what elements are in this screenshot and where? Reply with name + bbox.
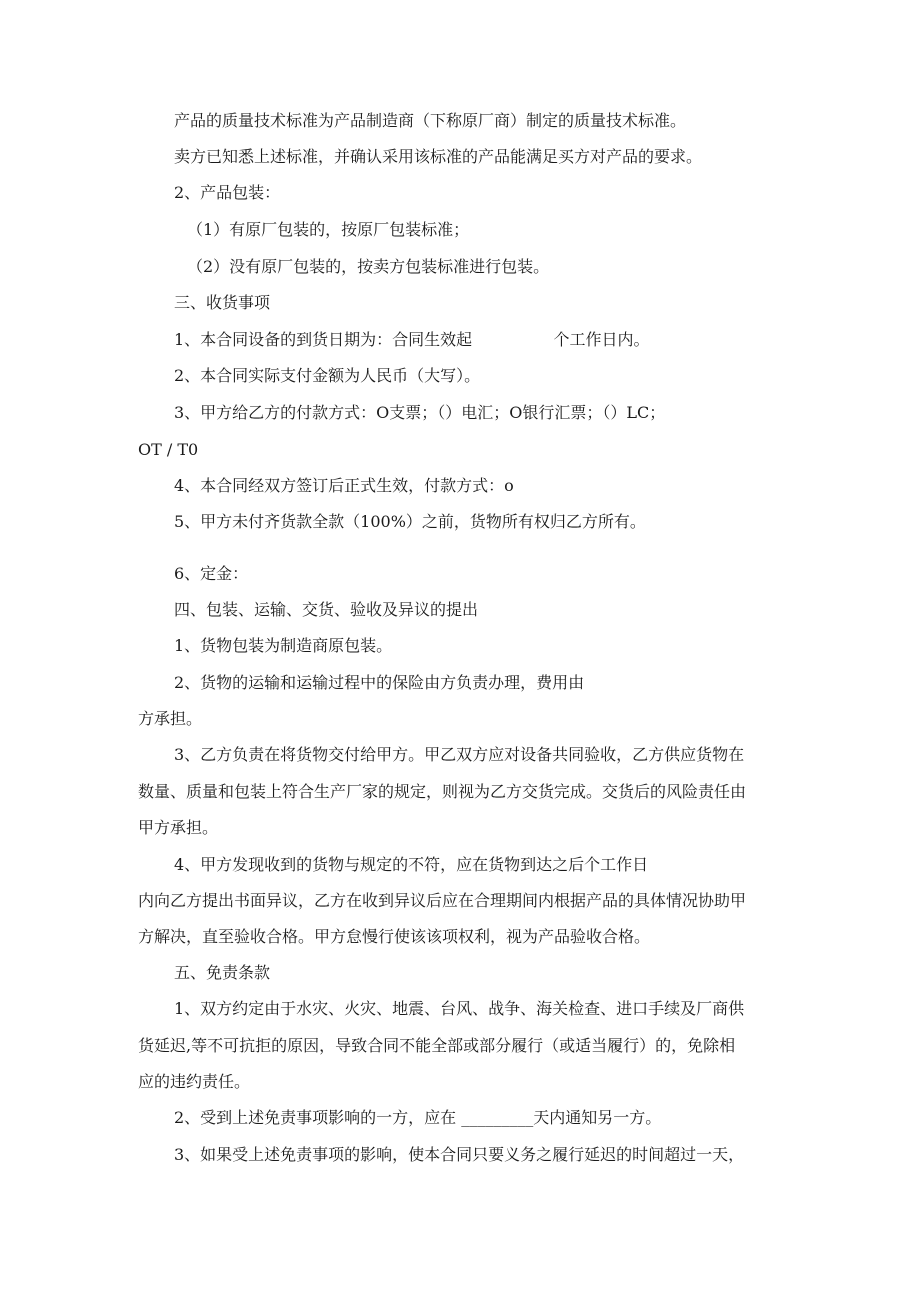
text-line: 1、双方约定由于水灾、火灾、地震、台风、战争、海关检查、进口手续及厂商供 xyxy=(174,999,745,1018)
text-line: 2、货物的运输和运输过程中的保险由方负责办理，费用由 xyxy=(174,673,585,692)
text-line: 3、乙方负责在将货物交付给甲方。甲乙双方应对设备共同验收，乙方供应货物在 xyxy=(174,745,745,764)
text-line: 4、甲方发现收到的货物与规定的不符，应在货物到达之后个工作日 xyxy=(174,855,649,874)
text-line: （1）有原厂包装的，按原厂包装标准； xyxy=(187,220,470,239)
text-line: 数量、质量和包装上符合生产厂家的规定，则视为乙方交货完成。交货后的风险责任由 xyxy=(138,782,747,801)
text-line: 3、如果受上述免责事项的影响，使本合同只要义务之履行延迟的时间超过一天， xyxy=(174,1145,745,1164)
text-line: 内向乙方提出书面异议，乙方在收到异议后应在合理期间内根据产品的具体情况协助甲 xyxy=(138,891,747,910)
text-line: 1、本合同设备的到货日期为：合同生效起 个工作日内。 xyxy=(174,330,650,349)
text-line: 1、货物包装为制造商原包装。 xyxy=(174,636,393,655)
text-line: 卖方已知悉上述标准，并确认采用该标准的产品能满足买方对产品的要求。 xyxy=(174,147,703,166)
section-heading: 四、包装、运输、交货、验收及异议的提出 xyxy=(174,600,479,619)
text-line: 应的违约责任。 xyxy=(138,1072,251,1091)
text-line: 货延迟,等不可抗拒的原因，导致合同不能全部或部分履行（或适当履行）的，免除相 xyxy=(138,1036,736,1055)
text-line: 2、受到上述免责事项影响的一方，应在 _________天内通知另一方。 xyxy=(174,1108,662,1127)
text-line: 4、本合同经双方签订后正式生效，付款方式：o xyxy=(174,476,514,495)
text-line: 产品的质量技术标准为产品制造商（下称原厂商）制定的质量技术标准。 xyxy=(174,111,687,130)
section-heading: 三、收货事项 xyxy=(174,293,271,312)
text-line: OT / T0 xyxy=(138,440,199,459)
text-line: 甲方承担。 xyxy=(138,818,219,837)
text-line: （2）没有原厂包装的，按卖方包装标准进行包装。 xyxy=(187,257,550,276)
text-line: 方解决，直至验收合格。甲方怠慢行使该该项权利，视为产品验收合格。 xyxy=(138,927,651,946)
text-line: 2、本合同实际支付金额为人民币（大写）。 xyxy=(174,366,481,385)
text-line: 方承担。 xyxy=(138,709,203,728)
text-line: 6、定金： xyxy=(174,564,249,583)
section-heading: 五、免责条款 xyxy=(174,963,271,982)
text-line: 5、甲方未付齐货款全款（100%）之前，货物所有权归乙方所有。 xyxy=(174,512,646,531)
text-line: 2、产品包装： xyxy=(174,183,281,202)
text-line: 3、甲方给乙方的付款方式：O支票；（）电汇；O银行汇票；（）LC； xyxy=(174,403,666,422)
